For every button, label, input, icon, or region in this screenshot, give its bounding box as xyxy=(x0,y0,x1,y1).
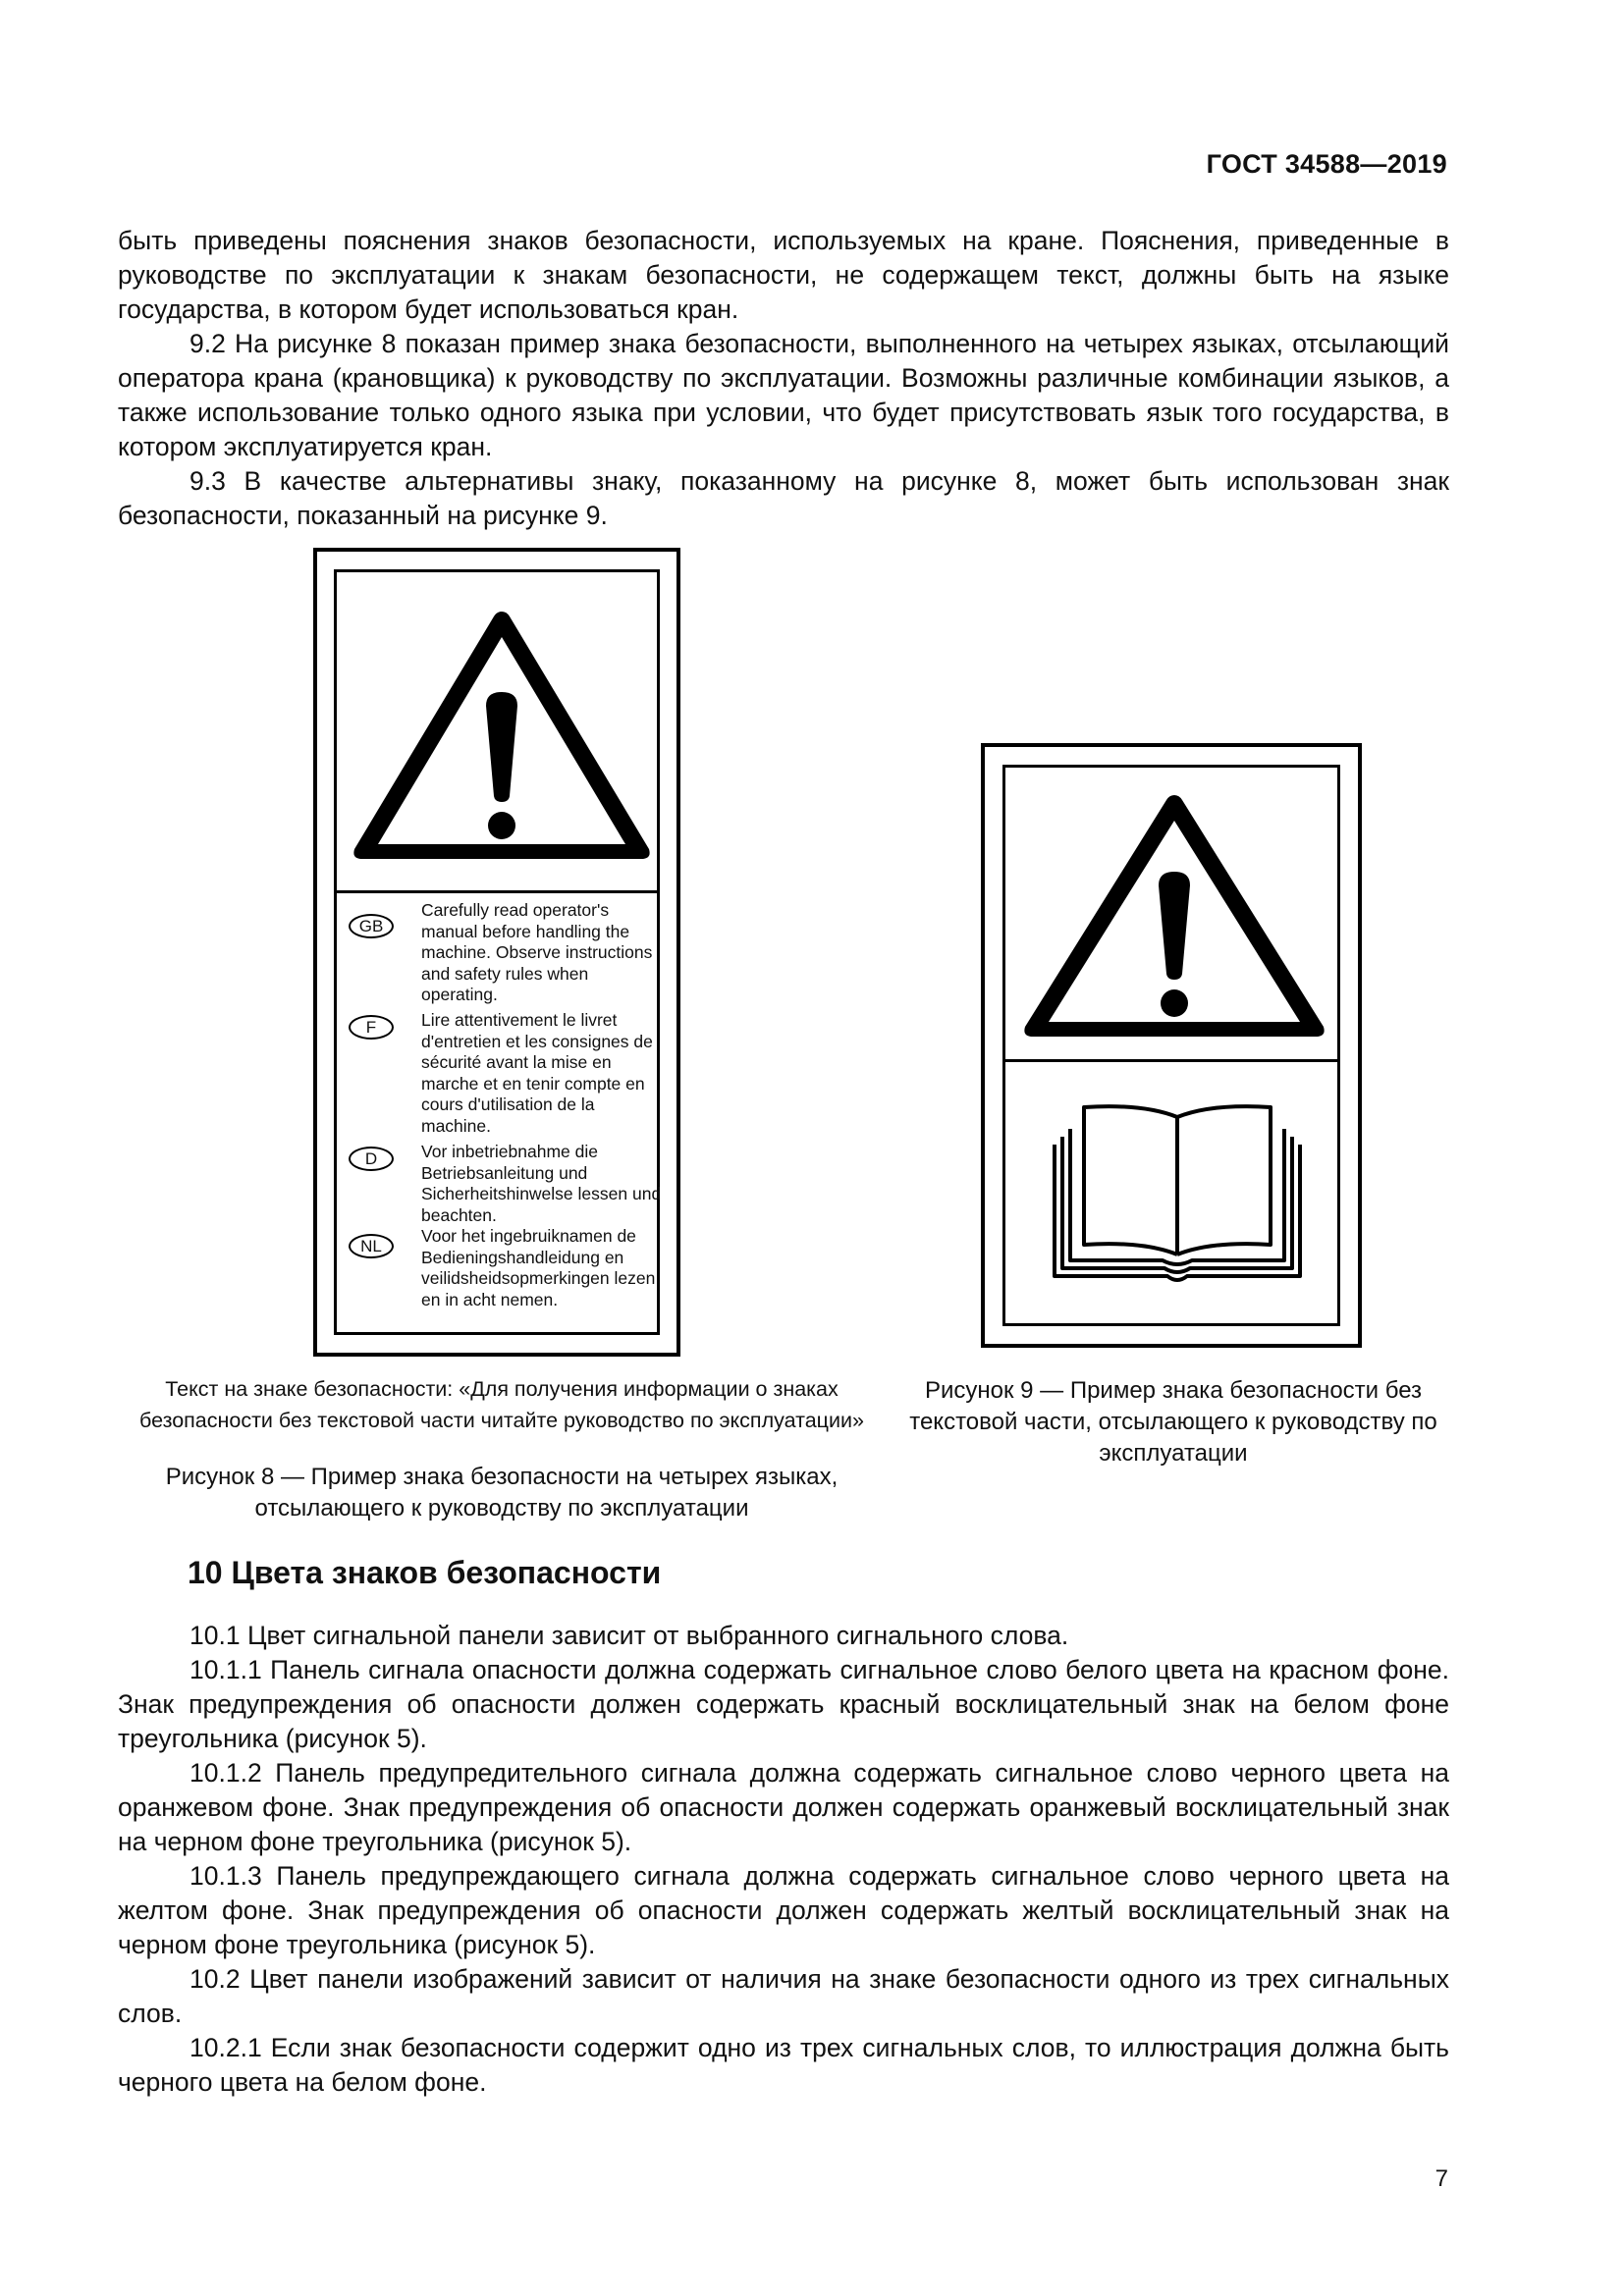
figure-8-safety-sign xyxy=(313,548,680,1357)
paragraph: 10.1.3 Панель предупреждающего сигнала должна содержать сигнальное слово черного цвета на желтом фоне. Знак предупреждения об опасности должен содержать желтый восклицательный знак на черном фоне треугольника (рисунок 5). xyxy=(118,1861,1449,1959)
open-book-icon xyxy=(1045,1088,1310,1284)
paragraph: быть приведены пояснения знаков безопасности, используемых на кране. Пояснения, приведенные в руководстве по эксплуатации к знакам безопасности, не содержащем текст, должны быть на языке государства, в котором будет использоваться кран. xyxy=(118,226,1449,324)
language-code-badge: F xyxy=(349,1015,394,1040)
warning-triangle-icon xyxy=(1017,791,1331,1046)
document-header: ГОСТ 34588—2019 xyxy=(1206,149,1447,179)
figure-8-note: Текст на знаке безопасности: «Для получения информации о знаках безопасности без текстовой части читайте руководство по эксплуатации» xyxy=(139,1377,864,1432)
sign-divider xyxy=(1005,1059,1337,1062)
sign-inner-frame xyxy=(334,569,660,1335)
figure-9-caption: Рисунок 9 — Пример знака безопасности без текстовой части, отсылающего к руководству по эксплуатации xyxy=(909,1377,1437,1467)
paragraph: 10.1.1 Панель сигнала опасности должна содержать сигнальное слово белого цвета на красном фоне. Знак предупреждения об опасности должен содержать красный восклицательный знак на белом фоне треугольника (рисунок 5). xyxy=(118,1655,1449,1753)
page-number: 7 xyxy=(1435,2165,1448,2192)
language-code-badge: GB xyxy=(349,914,394,938)
section-heading: 10 Цвета знаков безопасности xyxy=(188,1555,662,1590)
section-10-text xyxy=(118,1619,1449,2100)
language-text: Voor het ingebruiknamen de Bedieningshandleidung en veilidsheidsopmerkingen lezen en in acht nemen. xyxy=(421,1226,656,1309)
figure-9-safety-sign xyxy=(981,743,1362,1348)
language-text: Carefully read operator's manual before handling the machine. Observe instructions and safety rules when operating. xyxy=(421,900,653,1004)
warning-triangle-icon xyxy=(347,602,657,869)
language-code-badge: NL xyxy=(349,1234,394,1258)
paragraph: 10.1 Цвет сигнальной панели зависит от выбранного сигнального слова. xyxy=(189,1621,1069,1650)
paragraph: 9.2 На рисунке 8 показан пример знака безопасности, выполненного на четырех языках, отсылающий оператора крана (крановщика) к руководству по эксплуатации. Возможны различные комбинации языков, а также использование только одного языка при условии, что будет присутствовать язык того государства, в котором эксплуатируется кран. xyxy=(118,329,1449,461)
sign-inner-frame xyxy=(1002,765,1340,1326)
sign-divider xyxy=(337,890,657,893)
paragraph: 10.1.2 Панель предупредительного сигнала должна содержать сигнальное слово черного цвета на оранжевом фоне. Знак предупреждения об опасности должен содержать оранжевый восклицательный знак на черном фоне треугольника (рисунок 5). xyxy=(118,1758,1449,1856)
figure-8-caption: Рисунок 8 — Пример знака безопасности на четырех языках, отсылающего к руководству по эксплуатации xyxy=(165,1464,839,1522)
paragraph: 10.2 Цвет панели изображений зависит от наличия на знаке безопасности одного из трех сигнальных слов. xyxy=(118,1964,1449,2028)
language-code-badge: D xyxy=(349,1147,394,1171)
paragraph: 10.2.1 Если знак безопасности содержит одно из трех сигнальных слов, то иллюстрация должна быть черного цвета на белом фоне. xyxy=(118,2033,1449,2097)
intro-text xyxy=(118,224,1449,533)
language-text: Lire attentivement le livret d'entretien et les consignes de sécurité avant la mise en marche et en tenir compte en cours d'utilisation de la machine. xyxy=(421,1010,653,1136)
language-text: Vor inbetriebnahme die Betriebsanleitung und Sicherheitshinwelse lessen und beachten. xyxy=(421,1142,662,1225)
paragraph: 9.3 В качестве альтернативы знаку, показанному на рисунке 8, может быть использован знак безопасности, показанный на рисунке 9. xyxy=(118,466,1449,530)
